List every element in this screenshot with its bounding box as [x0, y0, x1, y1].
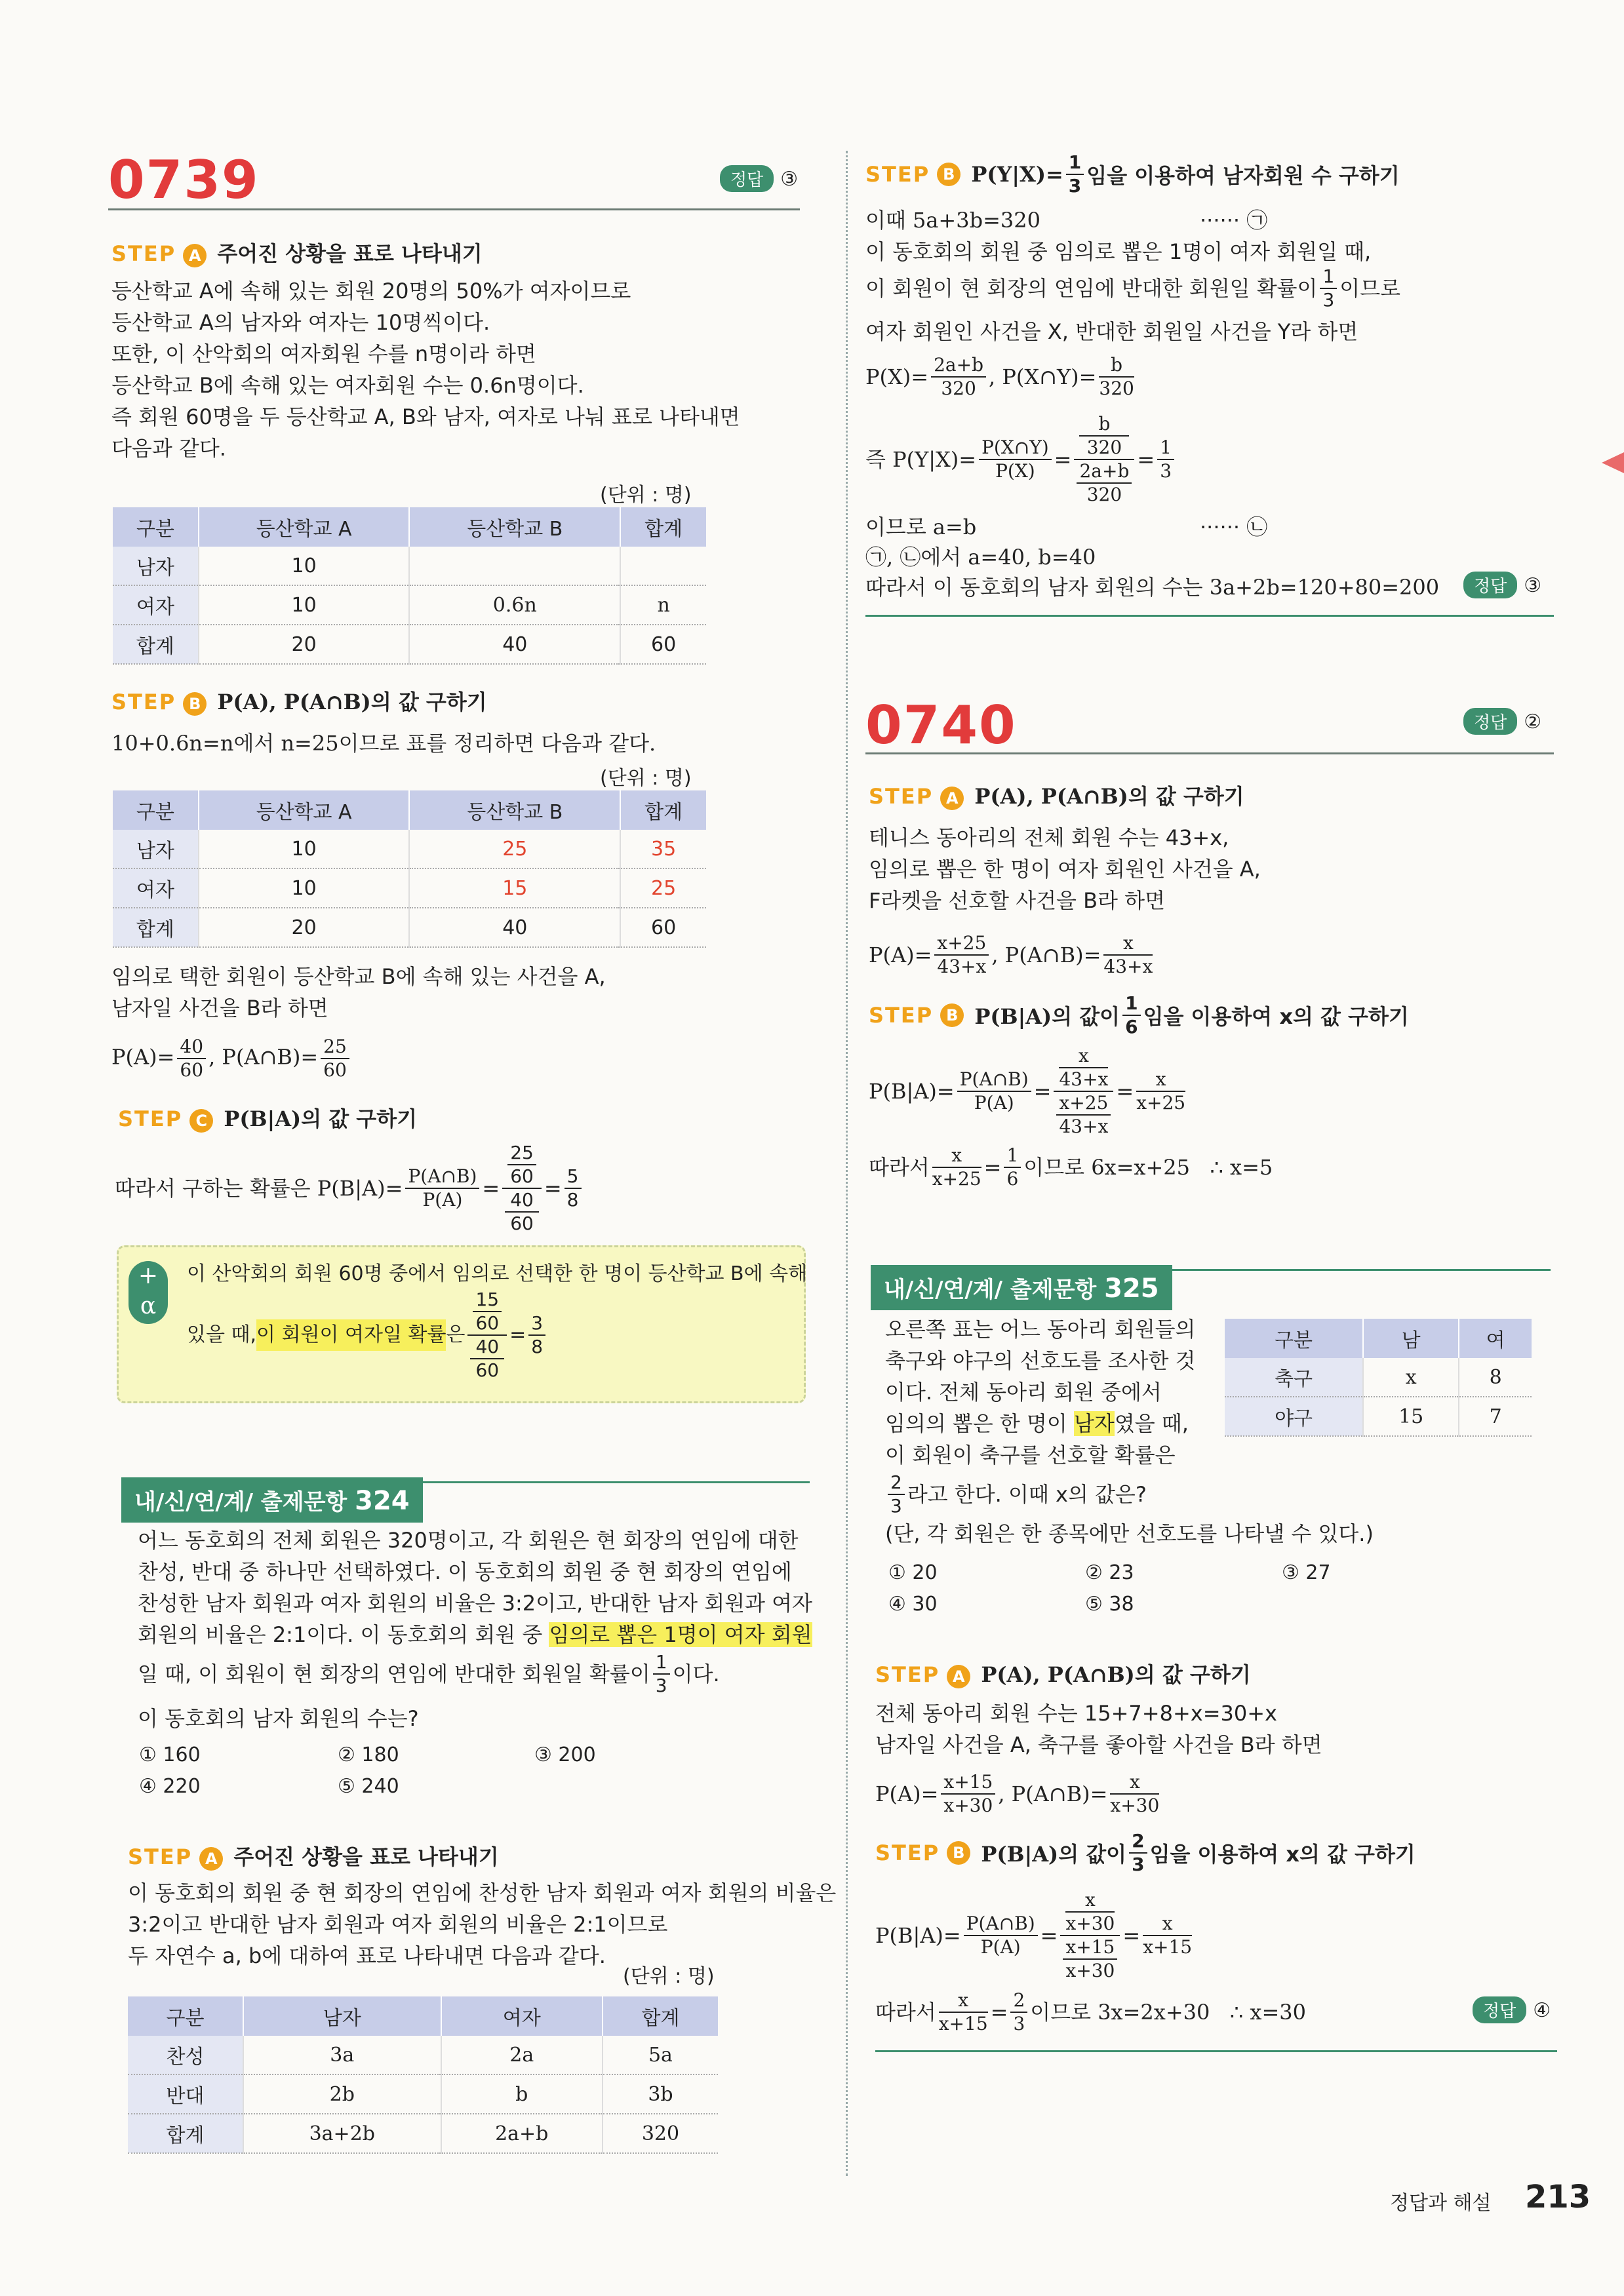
text-line: 또한, 이 산악회의 여자회원 수를 n명이라 하면	[111, 341, 536, 366]
table-header: 여	[1459, 1319, 1532, 1358]
step-tag: STEP	[875, 1840, 940, 1865]
table-cell: 3b	[603, 2074, 718, 2114]
step-title: P(A), P(A∩B)의 값 구하기	[217, 690, 487, 714]
table-cell: 10	[199, 547, 410, 585]
p0740-step-b-heading: STEP B P(B|A)의 값이 $\frac{1}{6}$ 임을 이용하여 x의 값 구하기	[869, 992, 1409, 1038]
answer-value: ③	[780, 168, 799, 191]
p0740-pa: P(A)= $\frac{x+25}{43+x}$ , P(A∩B)= $\frac{x}{43+x}$	[869, 932, 1153, 977]
answer-badge: 정답	[1473, 1996, 1526, 2023]
answer-value: ④	[1533, 1999, 1551, 2022]
table-header: 남자	[243, 1996, 441, 2036]
choice-3[interactable]: ③ 200	[534, 1743, 596, 1766]
table-cell: 8	[1459, 1358, 1532, 1397]
unit-label: (단위 : 명)	[623, 1965, 715, 1988]
table-cell: 10	[199, 868, 410, 908]
banner-324: 내/신/연/계/ 출제문항 324	[121, 1477, 423, 1523]
unit-label: (단위 : 명)	[600, 767, 692, 790]
column-divider	[846, 151, 848, 2176]
table-cell: 합계	[113, 908, 199, 947]
right-line-6: ㉠, ㉡에서 a=40, b=40	[865, 545, 1096, 570]
step-letter: B	[940, 1003, 964, 1027]
table-cell: 20	[199, 625, 410, 664]
answer-0740	[1463, 708, 1541, 735]
table-cell: 60	[620, 908, 706, 947]
step-tag: STEP	[869, 1003, 934, 1028]
right-line-2: 이 동호회의 회원 중 임의로 뽑은 1명이 여자 회원일 때,	[865, 239, 1372, 264]
q325-text-6: $\frac{2}{3}$ 라고 한다. 이때 x의 값은?	[885, 1473, 1147, 1515]
table-header: 구분	[113, 507, 199, 547]
choice-4[interactable]: ④ 220	[139, 1775, 201, 1798]
right-px: P(X)= $\frac{2a+b}{320}$ , P(X∩Y)= $\frac{b}{320}$	[865, 354, 1134, 399]
step-title: 주어진 상황을 표로 나타내기	[217, 241, 483, 266]
text-line: 다음과 같다.	[111, 436, 226, 461]
table-cell: 2a	[441, 2036, 603, 2074]
table-header: 구분	[113, 790, 199, 830]
table-cell: 10	[199, 830, 410, 868]
step-c-body: 따라서 구하는 확률은 P(B|A)= $\frac{P(A\cap B)}{P(A)}$ = 25 60 40 60 = $\frac{5}{8}$	[115, 1139, 584, 1237]
table-header: 구분	[1225, 1319, 1363, 1358]
marker-2: ······ ㉡	[1200, 515, 1268, 539]
table-cell: 7	[1459, 1397, 1532, 1436]
table-325	[1225, 1319, 1532, 1437]
banner-325: 내/신/연/계/ 출제문항 325	[871, 1265, 1172, 1310]
step-tag: STEP	[865, 162, 930, 187]
table-header: 구분	[128, 1996, 243, 2036]
right-line-1: 이때 5a+3b=320	[865, 208, 1040, 233]
q324-step-a-heading	[128, 1840, 499, 1871]
q324-text-5: 일 때, 이 회원이 현 회장의 연임에 반대한 회원일 확률이 $\frac{1}{3}$ 이다.	[138, 1651, 720, 1696]
choice-5[interactable]: ⑤ 240	[338, 1775, 399, 1798]
q324-step-a-body: 이 동호회의 회원 중 현 회장의 연임에 찬성한 남자 회원과 여자 회원의 비율은 3:2이고 반대한 남자 회원과 여자 회원의 비율은 2:1이므로 두 자연수 a, b에 대하여 표로 나타내면 다음과 같다.	[128, 1880, 837, 1968]
choice-1[interactable]: ① 20	[888, 1561, 938, 1584]
step-b-body: 10+0.6n=n에서 n=25이므로 표를 정리하면 다음과 같다.	[111, 731, 656, 756]
table-cell: 5a	[603, 2036, 718, 2074]
table-cell: 남자	[113, 547, 199, 585]
right-line-7: 따라서 이 동호회의 남자 회원의 수는 3a+2b=120+80=200	[865, 575, 1440, 600]
table-cell: 찬성	[128, 2036, 243, 2074]
answer-badge: 정답	[1463, 572, 1517, 598]
highlighted-text: 임의로 뽑은 1명이 여자 회원	[549, 1622, 812, 1647]
q325-pba: P(B|A)= $\frac{P(A\cap B)}{P(A)}$ = x x+30 x+15 x+30 = $\frac{x}{x+15}$	[875, 1889, 1193, 1981]
answer-324	[1463, 572, 1541, 598]
step-letter: B	[947, 1841, 970, 1865]
answer-0739	[720, 165, 798, 192]
q325-step-a-heading	[875, 1658, 1251, 1688]
table-header: 등산학교 A	[199, 507, 410, 547]
choice-5[interactable]: ⑤ 38	[1085, 1593, 1134, 1616]
right-line-5: 이므로 a=b	[865, 515, 977, 539]
table-header: 합계	[620, 507, 706, 547]
answer-325	[1473, 1996, 1551, 2023]
problem-rule	[865, 752, 1554, 754]
table-cell: 60	[620, 625, 706, 664]
problem-number-0740: 0740	[865, 695, 1017, 756]
table-cell: 10	[199, 585, 410, 625]
answer-value: ③	[1524, 574, 1542, 597]
q325-text-7: (단, 각 회원은 한 종목에만 선호도를 나타낼 수 있다.)	[885, 1521, 1374, 1546]
text-line: 임의로 택한 회원이 등산학교 B에 속해 있는 사건을 A,	[111, 964, 606, 989]
step-letter: A	[940, 787, 964, 810]
prob-expr: P(A)= $\frac{40}{60}$ , P(A∩B)= $\frac{25}{60}$	[111, 1036, 352, 1081]
choice-2[interactable]: ② 23	[1085, 1561, 1134, 1584]
text-line: 즉 회원 60명을 두 등산학교 A, B와 남자, 여자로 나눠 표로 나타내면	[111, 404, 740, 429]
table-cell: 남자	[113, 830, 199, 868]
table-header: 등산학교 B	[409, 507, 620, 547]
section-rule	[865, 615, 1554, 617]
table-cell: 반대	[128, 2074, 243, 2114]
table-cell: 합계	[113, 625, 199, 664]
right-line-3: 이 회원이 현 회장의 연임에 반대한 회원일 확률이 $\frac{1}{3}$ 이므로	[865, 265, 1401, 311]
highlighted-text: 남자	[1073, 1411, 1115, 1436]
choice-1[interactable]: ① 160	[139, 1743, 201, 1766]
q324-question: 이 동호회의 남자 회원의 수는?	[138, 1706, 419, 1731]
table-324	[128, 1996, 718, 2154]
step-tag: STEP	[875, 1662, 940, 1687]
table-cell: 20	[199, 908, 410, 947]
table-2	[113, 790, 706, 948]
table-header: 합계	[603, 1996, 718, 2036]
table-cell	[620, 547, 706, 585]
choice-4[interactable]: ④ 30	[888, 1593, 938, 1616]
p0740-conclusion: 따라서 $\frac{x}{x+25}$ = $\frac{1}{6}$ 이므로 6x=x+25 ∴ x=5	[869, 1144, 1273, 1190]
right-step-b-heading: STEP B P(Y|X)= $\frac{1}{3}$ 임을 이용하여 남자회원 수 구하기	[865, 151, 1400, 197]
unit-label: (단위 : 명)	[600, 484, 692, 507]
table-cell: 3a+2b	[243, 2114, 441, 2153]
step-tag: STEP	[111, 690, 176, 714]
table-cell: 40	[409, 908, 620, 947]
step-title: P(A), P(A∩B)의 값 구하기	[974, 784, 1244, 809]
choice-3[interactable]: ③ 27	[1282, 1561, 1331, 1584]
q324-text: 어느 동호회의 전체 회원은 320명이고, 각 회원은 현 회장의 연임에 대한 찬성, 반대 중 하나만 선택하였다. 이 동호회의 회원 중 현 회장의 연임에 찬성한 남자 회원과 여자 회원의 비율은 3:2이고, 반대한 남자 회원과 여자 회원의 비율은 2:1이다. 이 동호회의 회원 중 임의로 뽑은 1명이 여자 회원	[138, 1528, 812, 1647]
marker-1: ······ ㉠	[1200, 208, 1268, 233]
p0740-pba: P(B|A)= $\frac{P(A\cap B)}{P(A)}$ = x 43+x x+25 43+x = $\frac{x}{x+25}$	[869, 1045, 1186, 1137]
q325-step-a-body: 전체 동아리 회원 수는 15+7+8+x=30+x 남자일 사건을 A, 축구를 좋아할 사건을 B라 하면	[875, 1701, 1322, 1757]
table-cell: 15	[409, 868, 620, 908]
p0740-step-a-body: 테니스 동아리의 전체 회원 수는 43+x, 임의로 뽑은 한 명이 여자 회원인 사건을 A, F라켓을 선호할 사건을 B라 하면	[869, 825, 1261, 913]
plus-alpha-icon: + α	[129, 1261, 168, 1324]
step-b-heading	[111, 686, 487, 716]
text-line: 등산학교 A의 남자와 여자는 10명씩이다.	[111, 310, 490, 335]
q325-text: 오른쪽 표는 어느 동아리 회원들의 축구와 야구의 선호도를 조사한 것 이다. 전체 동아리 회원 중에서 임의의 뽑은 한 명이 남자였을 때, 이 회원이 축구를 선호할 확률은	[885, 1317, 1196, 1468]
tip-line-2: 있을 때, 이 회원이 여자일 확률 은 15 60 40 60 = $\frac{3}{8}$	[187, 1293, 548, 1378]
text-line: 등산학교 A에 속해 있는 회원 20명의 50%가 여자이므로	[111, 279, 631, 303]
table-cell: 2b	[243, 2074, 441, 2114]
table-cell: 15	[1363, 1397, 1459, 1436]
step-letter: A	[183, 244, 207, 267]
table-cell: 35	[620, 830, 706, 868]
section-rule	[875, 2050, 1557, 2052]
table-cell	[409, 547, 620, 585]
table-cell: 0.6n	[409, 585, 620, 625]
footer-label: 정답과 해설	[1390, 2192, 1492, 2215]
table-cell: 합계	[128, 2114, 243, 2153]
q325-step-b-heading: STEP B P(B|A)의 값이 $\frac{2}{3}$ 임을 이용하여 x의 값 구하기	[875, 1830, 1416, 1875]
highlighted-text: 이 회원이 여자일 확률	[256, 1319, 446, 1351]
step-letter: B	[183, 692, 207, 716]
step-tag: STEP	[118, 1106, 183, 1131]
right-pyx: 즉 P(Y|X)= $\frac{P(X\cap Y)}{P(X)}$ = b 320 2a+b 320 = $\frac{1}{3}$	[865, 410, 1177, 509]
banner-line	[393, 1481, 810, 1483]
p0740-step-a-heading	[869, 780, 1244, 810]
step-letter: A	[199, 1847, 223, 1871]
table-1	[113, 507, 706, 665]
answer-badge: 정답	[720, 165, 774, 192]
table-cell: 야구	[1225, 1397, 1363, 1436]
step-tag: STEP	[128, 1844, 193, 1869]
table-cell: b	[441, 2074, 603, 2114]
table-cell: n	[620, 585, 706, 625]
step-tag: STEP	[869, 784, 934, 809]
answer-value: ②	[1524, 710, 1542, 733]
step-letter: B	[937, 163, 961, 186]
table-header: 등산학교 A	[199, 790, 410, 830]
table-cell: 2a+b	[441, 2114, 603, 2153]
step-a-body	[111, 275, 740, 464]
text-line: 남자일 사건을 B라 하면	[111, 996, 328, 1021]
q325-conclusion: 따라서 $\frac{x}{x+15}$ = $\frac{2}{3}$ 이므로 3x=2x+30 ∴ x=30	[875, 1989, 1306, 2034]
step-title: 주어진 상황을 표로 나타내기	[233, 1844, 499, 1869]
tip-line-1: 이 산악회의 회원 60명 중에서 임의로 선택한 한 명이 등산학교 B에 속해	[187, 1262, 808, 1285]
table-cell: 40	[409, 625, 620, 664]
table-cell: 축구	[1225, 1358, 1363, 1397]
table-cell: 여자	[113, 868, 199, 908]
step-title: P(B|A)의 값 구하기	[224, 1106, 418, 1131]
table-cell: 320	[603, 2114, 718, 2153]
table-cell: 25	[620, 868, 706, 908]
step-a-heading	[111, 237, 483, 267]
answer-badge: 정답	[1463, 708, 1517, 735]
table-header: 여자	[441, 1996, 603, 2036]
right-line-4: 여자 회원인 사건을 X, 반대한 회원일 사건을 Y라 하면	[865, 319, 1358, 344]
step-letter: A	[947, 1665, 970, 1688]
q325-pa: P(A)= $\frac{x+15}{x+30}$ , P(A∩B)= $\frac{x}{x+30}$	[875, 1771, 1160, 1816]
table-cell: x	[1363, 1358, 1459, 1397]
side-tab-marker	[1602, 452, 1624, 473]
step-title: P(A), P(A∩B)의 값 구하기	[981, 1662, 1251, 1687]
step-tag: STEP	[111, 241, 176, 266]
step-b-body-2	[111, 961, 606, 1024]
table-header: 합계	[620, 790, 706, 830]
problem-rule	[108, 208, 800, 210]
choice-2[interactable]: ② 180	[338, 1743, 399, 1766]
table-cell: 3a	[243, 2036, 441, 2074]
problem-number-0739: 0739	[108, 149, 260, 210]
page-number: 213	[1525, 2179, 1591, 2215]
table-header: 등산학교 B	[409, 790, 620, 830]
step-letter: C	[189, 1109, 213, 1133]
step-c-heading	[118, 1102, 417, 1133]
text-line: 등산학교 B에 속해 있는 여자회원 수는 0.6n명이다.	[111, 373, 584, 398]
banner-line	[1154, 1269, 1551, 1271]
table-cell: 25	[409, 830, 620, 868]
table-header: 남	[1363, 1319, 1459, 1358]
table-cell: 여자	[113, 585, 199, 625]
